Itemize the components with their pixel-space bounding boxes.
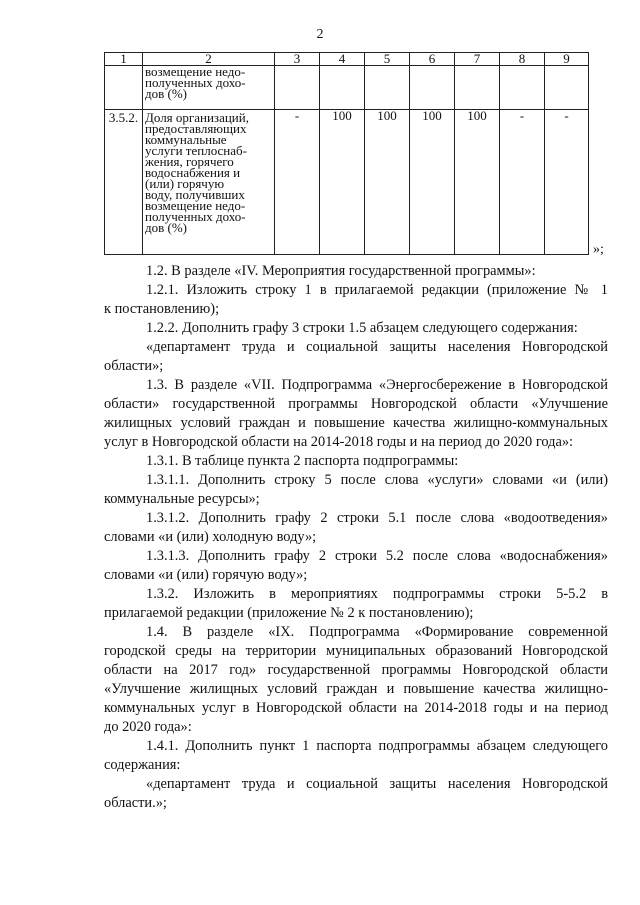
text-line: 1.2. В разделе «IV. Мероприятия государственной программы»:: [146, 263, 536, 279]
text-line: области» государственной программы Новгородской области «Улучшение: [104, 396, 608, 412]
row-description: [143, 110, 275, 255]
description-line: дов (%): [145, 220, 187, 235]
text-line: 1.2.1. Изложить строку 1 в прилагаемой редакции (приложение № 1: [146, 282, 608, 298]
text-line: 1.2.2. Дополнить графу 3 строки 1.5 абзацем следующего содержания:: [146, 320, 578, 336]
column-header: 9: [545, 53, 589, 66]
text-line: словами «и (или) горячую воду»;: [104, 567, 308, 583]
text-line: области на 2017 год» государственной программы Новгородской области: [104, 662, 608, 678]
text-line: содержания:: [104, 757, 181, 773]
column-header: 4: [320, 53, 365, 66]
text-line: 1.3.1. В таблице пункта 2 паспорта подпрограммы:: [146, 453, 459, 469]
paragraph: [104, 281, 608, 319]
text-line: области.»;: [104, 795, 167, 811]
paragraph: [104, 775, 608, 813]
column-header: 5: [365, 53, 410, 66]
value-cell: -: [500, 110, 545, 255]
column-header: 7: [455, 53, 500, 66]
description-line: полученных дохо-: [145, 75, 246, 90]
table-row: [105, 110, 589, 255]
text-line: услуг в Новгородской области на 2014-2018 годы и на период до 2020 года»:: [104, 434, 574, 450]
description-line: коммунальные: [145, 132, 227, 147]
row-number: [105, 66, 143, 110]
value-cell: [365, 66, 410, 110]
value-cell: [410, 66, 455, 110]
text-line: 1.3.2. Изложить в мероприятиях подпрограммы строки 5-5.2 в: [146, 586, 608, 602]
row-number: 3.5.2.: [105, 110, 143, 255]
text-line: 1.3.1.3. Дополнить графу 2 строки 5.2 после слова «водоснабжения»: [146, 548, 608, 564]
text-line: «Улучшение жилищных условий граждан и повышение качества жилищно-: [104, 681, 608, 697]
text-line: 1.3.1.2. Дополнить графу 2 строки 5.1 после слова «водоотведения»: [146, 510, 608, 526]
value-cell: 100: [455, 110, 500, 255]
text-line: коммунальных услуг в Новгородской области на 2014-2018 годы и на период: [104, 700, 608, 716]
closing-quote: »;: [593, 242, 604, 257]
description-line: Доля организаций,: [145, 110, 249, 125]
paragraph: [104, 338, 608, 376]
column-header: 1: [105, 53, 143, 66]
paragraph: [104, 376, 608, 452]
text-line: жилищных условий граждан и повышение качества жилищно-коммунальных: [104, 415, 608, 431]
text-line: 1.3.1.1. Дополнить строку 5 после слова «услуги» словами «и (или): [146, 472, 608, 488]
value-cell: 100: [365, 110, 410, 255]
description-line: полученных дохо-: [145, 209, 246, 224]
value-cell: [275, 66, 320, 110]
description-line: возмещение недо-: [145, 64, 246, 79]
text-line: словами «и (или) холодную воду»;: [104, 529, 317, 545]
value-cell: -: [545, 110, 589, 255]
value-cell: [545, 66, 589, 110]
text-line: «департамент труда и социальной защиты населения Новгородской: [146, 339, 608, 355]
table-row: [105, 66, 589, 110]
value-cell: [320, 66, 365, 110]
description-line: водоснабжения и: [145, 165, 241, 180]
paragraph: [104, 623, 608, 737]
paragraph: [104, 585, 608, 623]
indicators-table: [104, 52, 589, 255]
text-line: коммунальные ресурсы»;: [104, 491, 260, 507]
text-line: до 2020 года»:: [104, 719, 192, 735]
paragraph: [104, 262, 608, 281]
column-header: 8: [500, 53, 545, 66]
page-number: 2: [316, 27, 324, 42]
description-line: (или) горячую: [145, 176, 225, 191]
column-header: 2: [143, 53, 275, 66]
text-line: 1.4. В разделе «IX. Подпрограмма «Формирование современной: [146, 624, 608, 640]
paragraph: [104, 319, 608, 338]
description-line: жения, горячего: [145, 154, 234, 169]
description-line: предоставляющих: [145, 121, 247, 136]
column-header: 6: [410, 53, 455, 66]
paragraph: [104, 509, 608, 547]
paragraph: [104, 452, 608, 471]
document-body: [104, 262, 608, 813]
description-line: услуги теплоснаб-: [145, 143, 247, 158]
paragraph: [104, 547, 608, 585]
description-line: дов (%): [145, 86, 187, 101]
description-line: воду, получивших: [145, 187, 245, 202]
text-line: прилагаемой редакции (приложение № 2 к постановлению);: [104, 605, 474, 621]
text-line: 1.3. В разделе «VII. Подпрограмма «Энергосбережение в Новгородской: [146, 377, 608, 393]
text-line: «департамент труда и социальной защиты населения Новгородской: [146, 776, 608, 792]
column-header: 3: [275, 53, 320, 66]
text-line: 1.4.1. Дополнить пункт 1 паспорта подпрограммы абзацем следующего: [146, 738, 608, 754]
text-line: области»;: [104, 358, 164, 374]
value-cell: [455, 66, 500, 110]
value-cell: [500, 66, 545, 110]
value-cell: 100: [410, 110, 455, 255]
paragraph: [104, 471, 608, 509]
row-description: [143, 66, 275, 110]
value-cell: 100: [320, 110, 365, 255]
description-line: возмещение недо-: [145, 198, 246, 213]
paragraph: [104, 737, 608, 775]
text-line: городской среды на территории муниципальных образований Новгородской: [104, 643, 608, 659]
text-line: к постановлению);: [104, 301, 220, 317]
value-cell: -: [275, 110, 320, 255]
